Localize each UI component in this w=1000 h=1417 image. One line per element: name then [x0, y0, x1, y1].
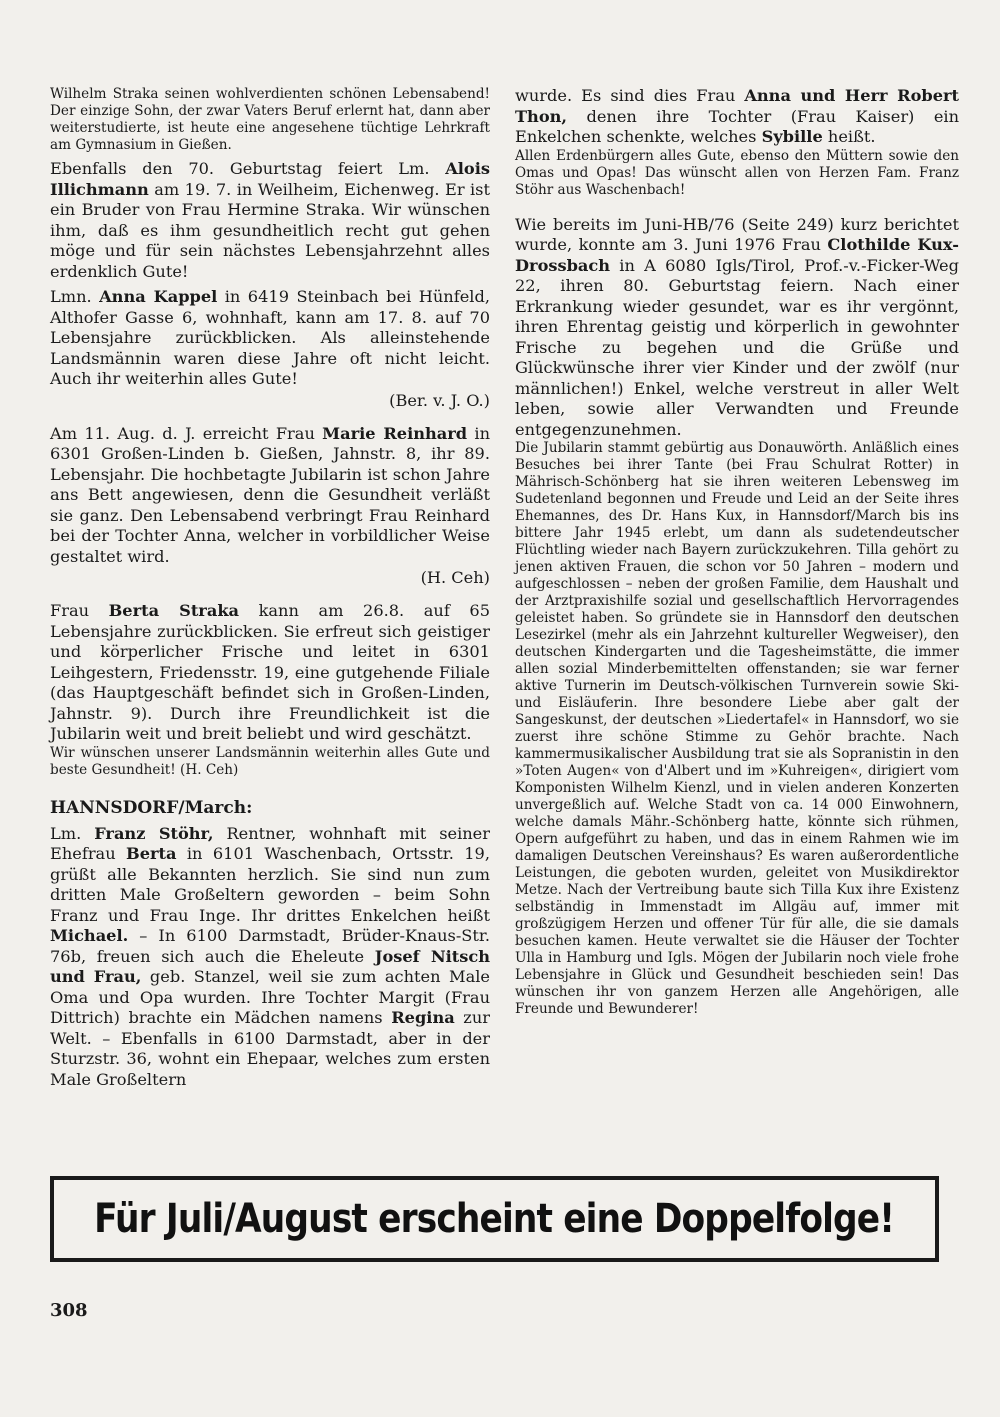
text-run: kann am 26.8. auf 65 Lebensjahre zurückblicken. Sie erfreut sich geistiger und körperlicher Frische und leitet in 6301 Leihgestern, Friedensstr. 19, eine gutgehende Filiale (das Hauptgeschäft befindet sich in Großen-Linden, Jahnstr. 9). Durch ihre Freundlichkeit ist die Jubilarin weit und breit beliebt und wird geschätzt. [50, 601, 490, 743]
byline: (Ber. v. J. O.) [389, 390, 490, 410]
text-run: Wie bereits im Juni-HB/76 (Seite 249) kurz berichtet wurde, konnte am 3. Juni 1976 Frau [515, 214, 959, 254]
article-paragraph [50, 824, 490, 1091]
person-name: Anna und Herr Robert Thon, [515, 86, 960, 126]
banner-text: Für Juli/August erscheint eine Doppelfolge! [94, 1196, 895, 1242]
byline: (H. Ceh) [420, 568, 490, 587]
person-name: Anna Kappel [99, 287, 218, 306]
text-run: geb. Stanzel, weil sie zum achten Male Oma und Opa wurden. Ihre Tochter Margit (Frau Dittrich) brachte ein Mädchen namens [50, 967, 490, 1027]
text-run: in A 6080 Igls/Tirol, Prof.-v.-Ficker-Weg 22, ihren 80. Geburtstag feiern. Nach einer Erkrankung wieder gesundet, war es ihr vergönnt, ihren Ehrentag geistig und körperlich in gewohnter Frische zu begehen und die Grüße und Glückwünsche ihrer vier Kinder und der zwölf (nur männlichen!) Enkel, welche verstreut in aller Welt leben, sowie aller Verwandten und Freunde entgegenzunehmen. [515, 255, 959, 439]
article-paragraph [50, 601, 490, 745]
article-paragraph [50, 287, 490, 390]
text-run: Lmn. [50, 287, 100, 306]
text-run: in 6419 Steinbach bei Hünfeld, Althofer Gasse 6, wohnhaft, kann am 17. 8. auf 70 Lebensjahre zurückblicken. Als alleinstehende Landsmännin waren diese Jahre oft nicht leicht. Auch ihr weiterhin alles Gute! [50, 287, 490, 388]
text-run: in 6101 Waschenbach, Ortsstr. 19, grüßt alle Bekannten herzlich. Sie sind nun zum dritten Male Großeltern geworden – beim Sohn Franz und Frau Inge. Ihr drittes Enkelchen heißt [50, 844, 491, 925]
person-name: Berta Straka [108, 601, 240, 620]
right-column [515, 86, 959, 1018]
person-name: Berta [126, 844, 177, 863]
text-run: Lm. [50, 823, 95, 843]
text-run: Rentner, wohnhaft mit seiner Ehefrau [50, 823, 490, 863]
text-run: Am 11. Aug. d. J. erreicht Frau [50, 423, 323, 443]
text-run: denen ihre Tochter (Frau Kaiser) ein Enkelchen schenkte, welches [515, 106, 959, 146]
person-name: Alois Illichmann [50, 159, 490, 199]
person-name: Josef Nitsch und Frau, [50, 946, 490, 986]
text-run: – In 6100 Darmstadt, Brüder-Knaus-Str. 76b, freuen sich auch die Eheleute [50, 926, 490, 966]
article-paragraph: Wilhelm Straka seinen wohlverdienten schönen Lebensabend! Der einzige Sohn, der zwar Vaters Beruf erlernt hat, dann aber weiterstudierte, ist heute eine angesehene tüchtige Lehrkraft am Gymnasium in Gießen. [50, 86, 490, 153]
person-name: Franz Stöhr, [94, 823, 214, 843]
person-name: Sybille [761, 127, 823, 146]
person-name: Regina [391, 1008, 455, 1027]
announcement-banner [50, 1176, 939, 1262]
text-run: zur Welt. – Ebenfalls in 6100 Darmstadt, aber in der Sturzstr. 36, wohnt ein Ehepaar, welches zum ersten Male Großeltern [50, 1008, 490, 1089]
text-run: in 6301 Großen-Linden b. Gießen, Jahnstr. 8, ihr 89. Lebensjahr. Die hochbetagte Jubilarin ist schon Jahre ans Bett angewiesen, denn die Gesundheit verläßt sie ganz. Den Lebensabend verbringt Frau Reinhard bei der Tochter Anna, welcher in vorbildlicher Weise gestaltet wird. [50, 423, 490, 566]
person-name: Michael. [50, 926, 129, 945]
article-paragraph: Allen Erdenbürgern alles Gute, ebenso den Müttern sowie den Omas und Opas! Das wünscht allen von Herzen Fam. Franz Stöhr aus Waschenbach! [515, 147, 959, 198]
text-run: heißt. [822, 127, 876, 146]
person-name: Clothilde Kux-Drossbach [515, 235, 959, 275]
section-heading: HANNSDORF/March: [50, 797, 253, 818]
text-run: Ebenfalls den 70. Geburtstag feiert Lm. [50, 159, 446, 178]
text-run: wurde. Es sind dies Frau [515, 86, 745, 105]
article-paragraph [50, 424, 490, 568]
text-run: am 19. 7. in Weilheim, Eichenweg. Er ist ein Bruder von Frau Hermine Straka. Wir wünschen ihm, daß es ihm gesundheitlich recht gut gehen möge und für sein nächstes Lebensjahrzehnt alles erdenklich Gute! [50, 179, 490, 281]
page-number: 308 [50, 1300, 88, 1321]
article-paragraph [50, 159, 490, 282]
left-column [50, 86, 490, 1090]
article-paragraph [515, 215, 959, 441]
article-paragraph: Wir wünschen unserer Landsmännin weiterhin alles Gute und beste Gesundheit! (H. Ceh) [50, 744, 490, 778]
text-run: Frau [50, 601, 109, 620]
article-paragraph: Die Jubilarin stammt gebürtig aus Donauwörth. Anläßlich eines Besuches bei ihrer Tante (bei Frau Schulrat Rotter) in Mährisch-Schönberg hat sie ihren weiteren Lebensweg im Sudetenland begonnen und Freude und Leid an der Seite ihres Ehemannes, des Dr. Hans Kux, in Hannsdorf/March bis ins bittere Jahr 1945 erlebt, um dann als sudetendeutscher Flüchtling wieder nach Bayern zurückzukehren. Tilla gehört zu jenen aktiven Frauen, die schon vor 50 Jahren – modern und aufgeschlossen – neben der großen Familie, dem Haushalt und der Arztpraxishilfe sozial und gesellschaftlich Hervorragendes geleistet haben. So gründete sie in Hannsdorf den deutschen Lesezirkel (mehr als ein Jahrzehnt kultureller Wegweiser), den deutschen Kindergarten und die Tagesheimstätte, die immer allen sozial Minderbemittelten offenstanden; sie war ferner aktive Turnerin im Deutsch-völkischen Turnverein sowie Ski- und Eisläuferin. Ihre besondere Liebe aber galt der Sangeskunst, der deutschen »Liedertafel« in Hannsdorf, wo sie zuerst ihre schöne Stimme zu Gehör brachte. Nach kammermusikalischer Ausbildung trat sie als Sopranistin in den »Toten Augen« von d'Albert und im »Kuhreigen«, dirigiert vom Komponisten Wilhelm Kienzl, und in vielen anderen Konzerten unvergeßlich auf. Welche Stadt von ca. 14 000 Einwohnern, welche damals Mähr.-Schönberg hatte, könnte sich rühmen, Opern aufgeführt zu haben, und das in einem Rahmen wie im damaligen Deutschen Vereinshaus? Es waren außerordentliche Leistungen, die geboten wurden, geleitet von Musikdirektor Metze. Nach der Vertreibung baute sich Tilla Kux ihre Existenz selbständig in Immenstadt im Allgäu auf, immer mit großzügigem Herzen und offener Tür für alle, die sie damals besuchen kamen. Heute verwaltet sie die Häuser der Tochter Ulla in Hamburg und Igls. Mögen der Jubilarin noch viele frohe Lebensjahre in Glück und Gesundheit beschieden sein! Das wünschen ihr von ganzem Herzen alle Angehörigen, alle Freunde und Bewunderer! [515, 440, 959, 1017]
article-paragraph [515, 86, 959, 148]
person-name: Marie Reinhard [322, 423, 468, 443]
